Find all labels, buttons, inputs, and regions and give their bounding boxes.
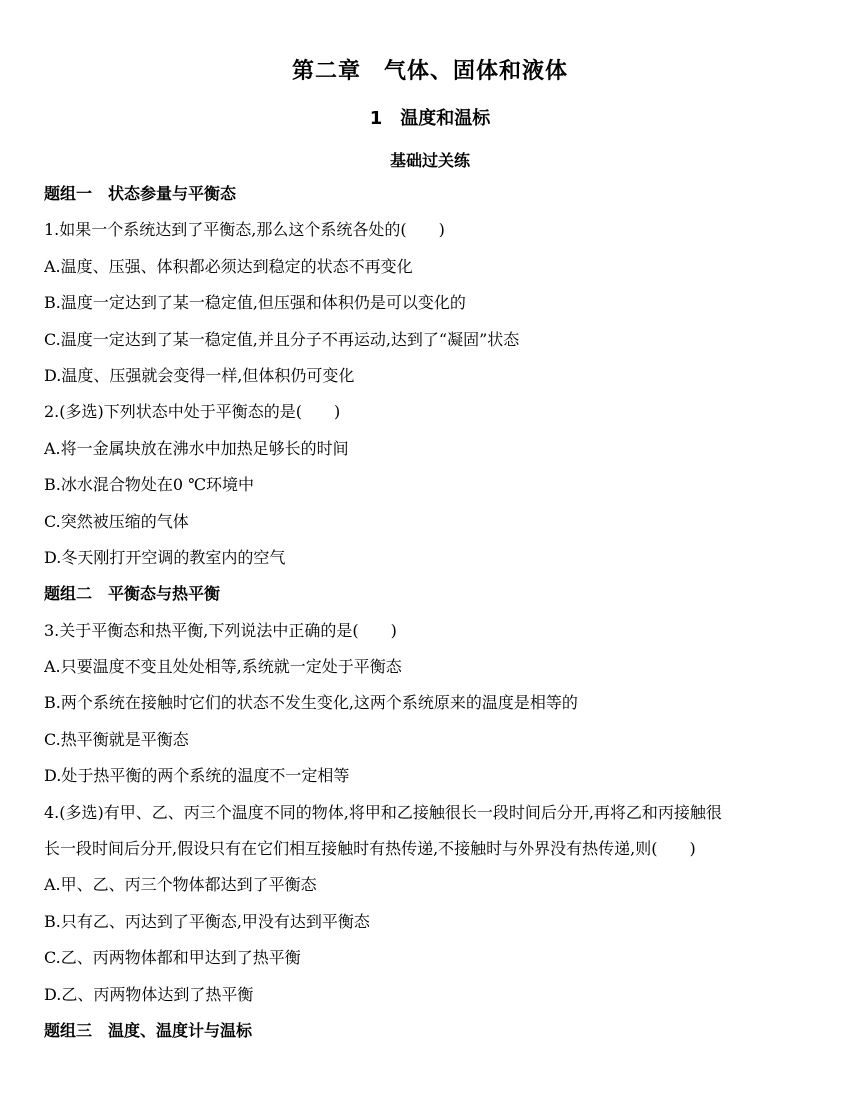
option-b: B.只有乙、丙达到了平衡态,甲没有达到平衡态 bbox=[44, 911, 370, 931]
exercise-content bbox=[44, 176, 816, 1049]
option-a: A.温度、压强、体积都必须达到稳定的状态不再变化 bbox=[44, 256, 413, 276]
section-title: 1 温度和温标 bbox=[369, 108, 491, 129]
question-stem: 1.如果一个系统达到了平衡态,那么这个系统各处的( ) bbox=[44, 220, 445, 240]
exercise-subtitle: 基础过关练 bbox=[389, 151, 470, 170]
question-2 bbox=[44, 394, 816, 576]
group-heading: 题组三 温度、温度计与温标 bbox=[44, 1020, 253, 1040]
option-c: C.乙、丙两物体都和甲达到了热平衡 bbox=[44, 948, 301, 968]
question-stem: 3.关于平衡态和热平衡,下列说法中正确的是( ) bbox=[44, 620, 397, 640]
option-a: A.只要温度不变且处处相等,系统就一定处于平衡态 bbox=[44, 657, 402, 677]
option-d: D.乙、丙两物体达到了热平衡 bbox=[44, 984, 254, 1004]
question-1 bbox=[44, 212, 816, 394]
option-c: C.热平衡就是平衡态 bbox=[44, 729, 189, 749]
option-a: A.将一金属块放在沸水中加热足够长的时间 bbox=[44, 438, 349, 458]
option-a: A.甲、乙、丙三个物体都达到了平衡态 bbox=[44, 875, 317, 895]
question-stem-continued: 长一段时间后分开,假设只有在它们相互接触时有热传递,不接触时与外界没有热传递,则( ) bbox=[44, 839, 696, 859]
option-c: C.突然被压缩的气体 bbox=[44, 511, 189, 531]
option-b: B.两个系统在接触时它们的状态不发生变化,这两个系统原来的温度是相等的 bbox=[44, 693, 578, 713]
option-d: D.处于热平衡的两个系统的温度不一定相等 bbox=[44, 766, 350, 786]
group-heading: 题组二 平衡态与热平衡 bbox=[44, 584, 221, 604]
question-stem: 4.(多选)有甲、乙、丙三个温度不同的物体,将甲和乙接触很长一段时间后分开,再将乙和丙接触很 bbox=[44, 802, 722, 822]
option-b: B.冰水混合物处在0 ℃环境中 bbox=[44, 475, 255, 495]
option-d: D.冬天刚打开空调的教室内的空气 bbox=[44, 547, 286, 567]
question-4 bbox=[44, 795, 816, 1013]
group-heading: 题组一 状态参量与平衡态 bbox=[44, 184, 237, 203]
chapter-title: 第二章 气体、固体和液体 bbox=[291, 59, 568, 84]
option-b: B.温度一定达到了某一稳定值,但压强和体积仍是可以变化的 bbox=[44, 293, 466, 313]
option-d: D.温度、压强就会变得一样,但体积仍可变化 bbox=[44, 365, 355, 385]
question-3 bbox=[44, 613, 816, 795]
question-stem: 2.(多选)下列状态中处于平衡态的是( ) bbox=[44, 402, 341, 422]
option-c: C.温度一定达到了某一稳定值,并且分子不再运动,达到了“凝固”状态 bbox=[44, 329, 520, 349]
